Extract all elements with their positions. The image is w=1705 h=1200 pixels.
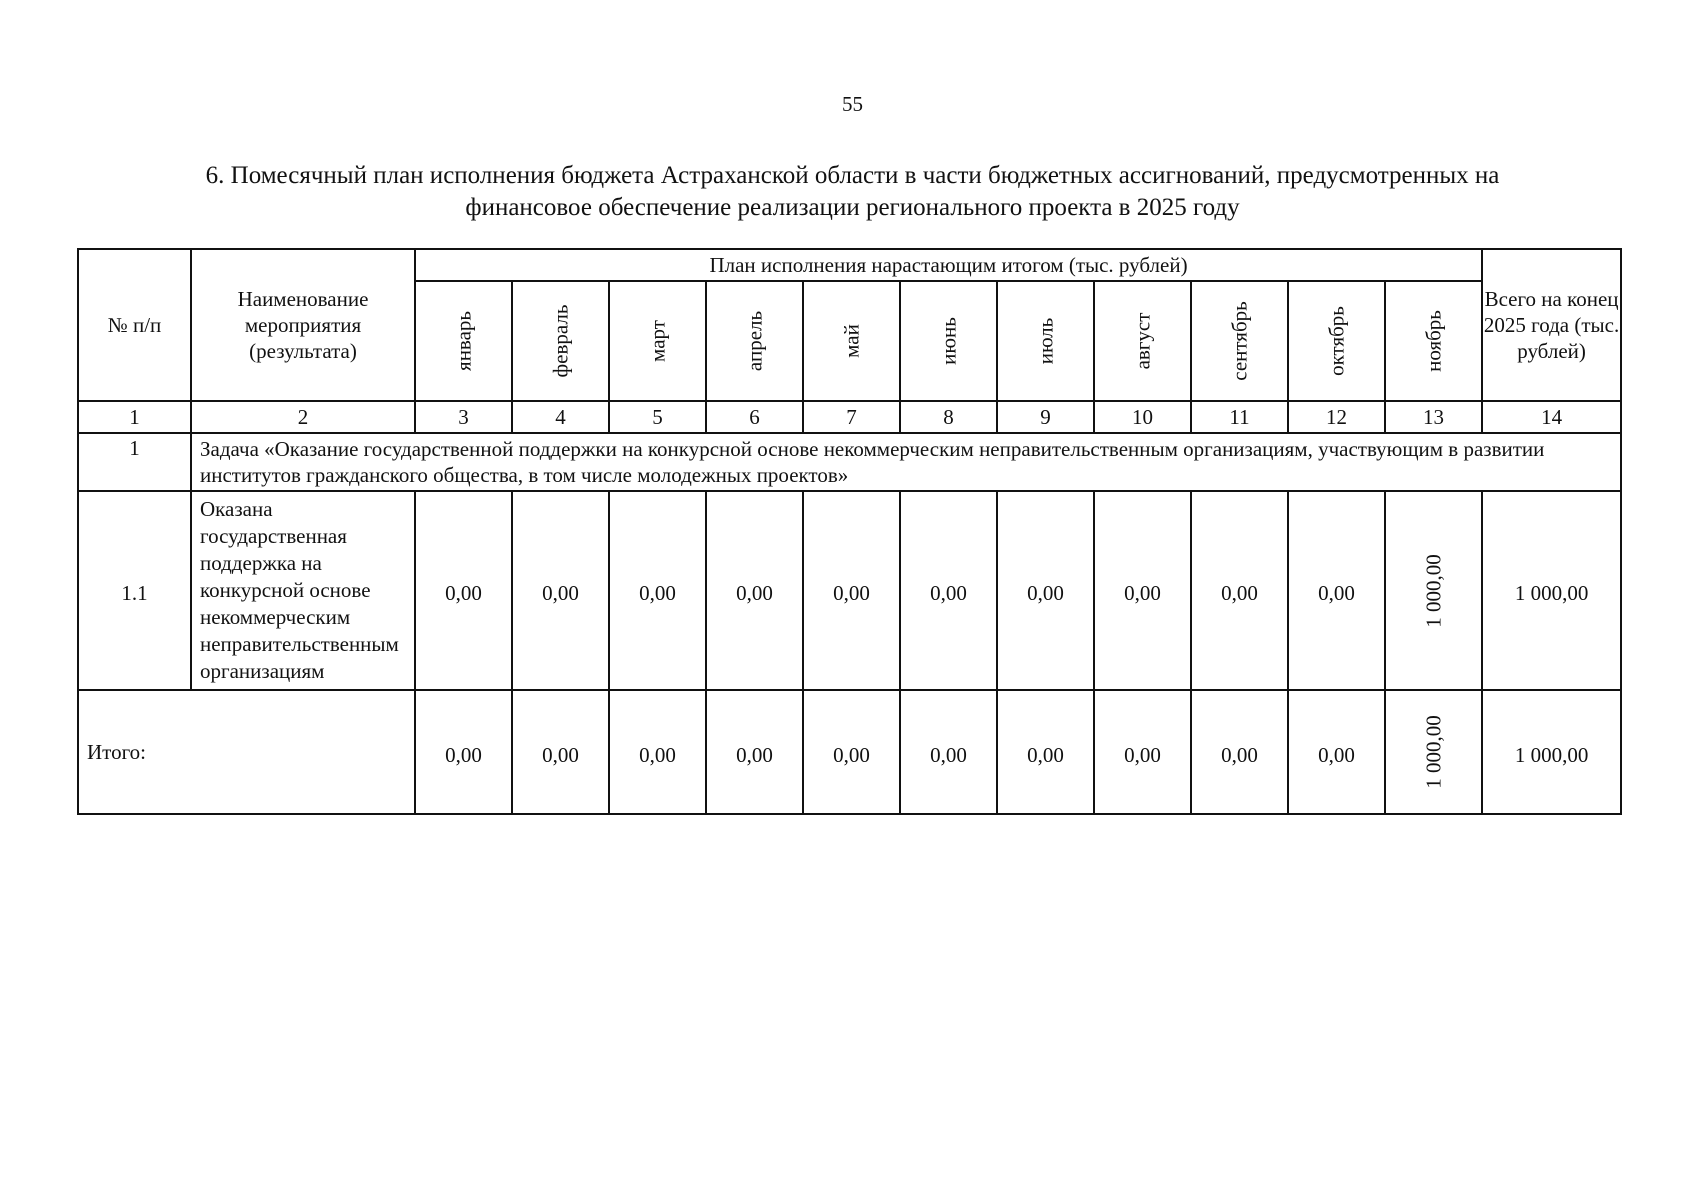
total-value: 0,00	[803, 690, 900, 814]
column-number: 8	[900, 401, 997, 433]
row-value: 0,00	[609, 491, 706, 690]
total-value: 0,00	[900, 690, 997, 814]
header-name: Наименование мероприятия (результата)	[191, 249, 415, 401]
total-value: 0,00	[1191, 690, 1288, 814]
column-number: 4	[512, 401, 609, 433]
task-row	[78, 433, 1621, 491]
column-number: 5	[609, 401, 706, 433]
row-value: 0,00	[803, 491, 900, 690]
column-number: 14	[1482, 401, 1621, 433]
row-value: 0,00	[706, 491, 803, 690]
column-number: 12	[1288, 401, 1385, 433]
header-month: январь	[415, 281, 512, 401]
row-value-november: 1 000,00	[1385, 491, 1482, 690]
header-num: № п/п	[78, 249, 191, 401]
title-line-1: 6. Помесячный план исполнения бюджета Астраханской области в части бюджетных ассигнований, предусмотренных на	[205, 162, 1500, 189]
total-label: Итого:	[78, 690, 415, 814]
column-number: 3	[415, 401, 512, 433]
column-number: 2	[191, 401, 415, 433]
header-month: ноябрь	[1385, 281, 1482, 401]
column-number: 6	[706, 401, 803, 433]
total-value: 0,00	[1288, 690, 1385, 814]
title-line-2: финансовое обеспечение реализации регионального проекта в 2025 году	[465, 194, 1240, 221]
column-number: 10	[1094, 401, 1191, 433]
column-number: 11	[1191, 401, 1288, 433]
page-number: 55	[842, 92, 863, 116]
task-num: 1	[78, 433, 191, 491]
total-value: 0,00	[512, 690, 609, 814]
total-value: 0,00	[609, 690, 706, 814]
document-title	[110, 160, 1595, 224]
row-value: 0,00	[997, 491, 1094, 690]
row-value: 0,00	[1094, 491, 1191, 690]
header-month: июнь	[900, 281, 997, 401]
total-value: 0,00	[415, 690, 512, 814]
row-total: 1 000,00	[1482, 491, 1621, 690]
column-number-row	[78, 401, 1621, 433]
header-total: Всего на конец 2025 года (тыс. рублей)	[1482, 249, 1621, 401]
total-value: 0,00	[706, 690, 803, 814]
row-num: 1.1	[78, 491, 191, 690]
row-value: 0,00	[1288, 491, 1385, 690]
column-number: 13	[1385, 401, 1482, 433]
header-month: октябрь	[1288, 281, 1385, 401]
total-value: 0,00	[1094, 690, 1191, 814]
grand-total: 1 000,00	[1482, 690, 1621, 814]
column-number: 1	[78, 401, 191, 433]
budget-plan-table	[77, 248, 1622, 815]
column-number: 7	[803, 401, 900, 433]
header-plan: План исполнения нарастающим итогом (тыс. рублей)	[415, 249, 1482, 281]
header-month: сентябрь	[1191, 281, 1288, 401]
header-month: июль	[997, 281, 1094, 401]
row-value: 0,00	[415, 491, 512, 690]
row-value: 0,00	[1191, 491, 1288, 690]
row-value: 0,00	[512, 491, 609, 690]
column-number: 9	[997, 401, 1094, 433]
header-month: август	[1094, 281, 1191, 401]
total-value-november: 1 000,00	[1385, 690, 1482, 814]
row-value: 0,00	[900, 491, 997, 690]
header-month: март	[609, 281, 706, 401]
header-month: апрель	[706, 281, 803, 401]
row-name: Оказана государственная поддержка на конкурсной основе некоммерческим неправительственным организациям	[191, 491, 415, 690]
table-row	[78, 491, 1621, 690]
total-row	[78, 690, 1621, 814]
total-value: 0,00	[997, 690, 1094, 814]
header-month: февраль	[512, 281, 609, 401]
header-month: май	[803, 281, 900, 401]
task-text: Задача «Оказание государственной поддержки на конкурсной основе некоммерческим неправительственным организациям, участвующим в развитии институтов гражданского общества, в том числе молодежных проектов»	[191, 433, 1621, 491]
